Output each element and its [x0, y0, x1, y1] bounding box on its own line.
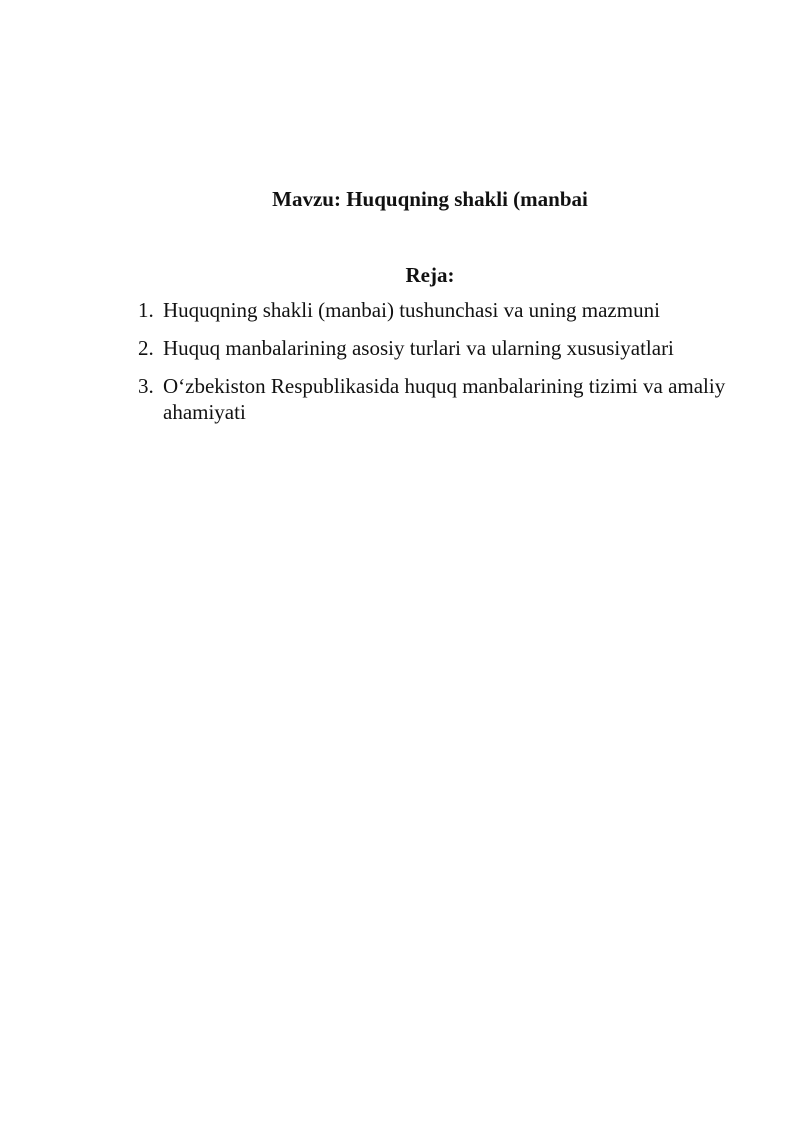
- plan-item-number: 3.: [138, 374, 154, 398]
- document-title: Mavzu: Huquqning shakli (manbai: [272, 187, 588, 211]
- plan-list: [138, 297, 753, 437]
- plan-item-text: O‘zbekiston Respublikasida huquq manbalarining tizimi va amaliy ahamiyati: [163, 374, 726, 424]
- plan-item-text: Huquqning shakli (manbai) tushunchasi va uning mazmuni: [163, 298, 660, 322]
- plan-item-1: [138, 297, 753, 323]
- plan-heading: Reja:: [405, 263, 455, 287]
- plan-item-text: Huquq manbalarining asosiy turlari va ularning xususiyatlari: [163, 336, 674, 360]
- plan-item-number: 2.: [138, 336, 154, 360]
- plan-item-3: [138, 373, 753, 425]
- plan-item-2: [138, 335, 753, 361]
- plan-item-number: 1.: [138, 298, 154, 322]
